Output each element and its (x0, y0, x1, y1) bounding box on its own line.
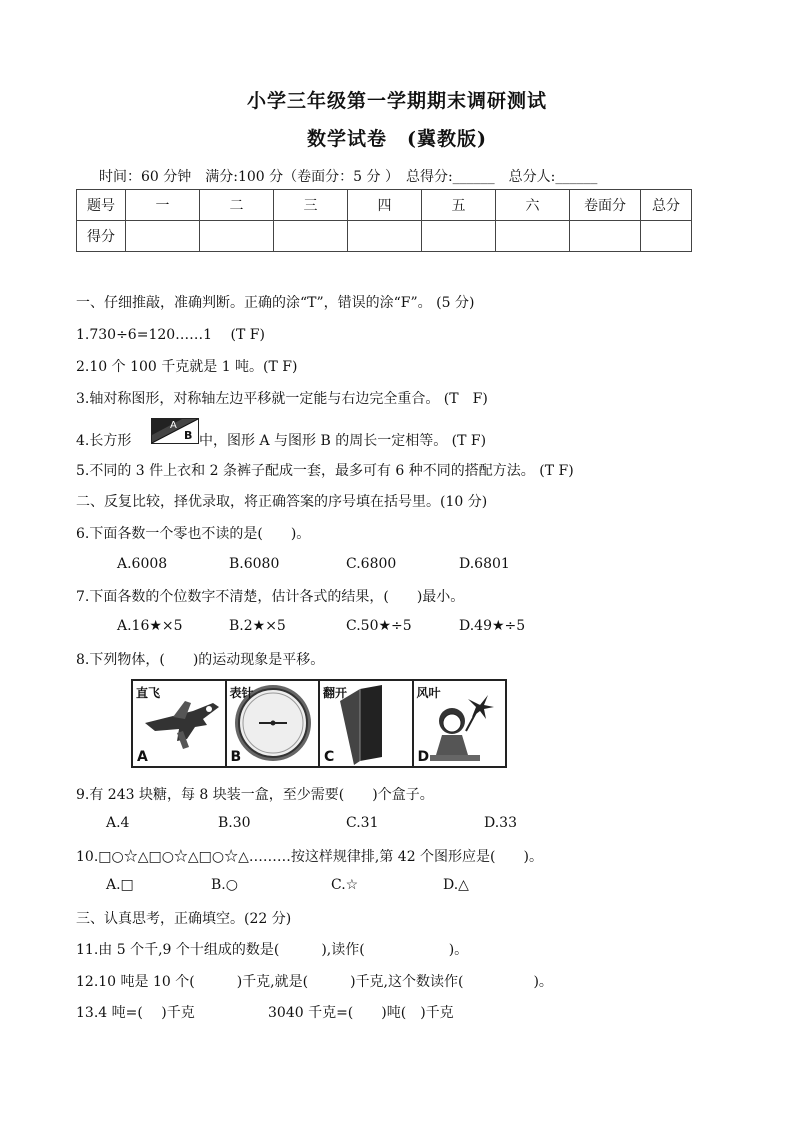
q9-option-c: C.31 (346, 815, 379, 831)
score-cell[interactable] (641, 221, 692, 252)
question-4-prefix: 4.长方形 (76, 433, 132, 449)
score-header-cell: 三 (274, 190, 348, 221)
q6-option-c: C.6800 (346, 556, 397, 572)
q10-option-d: D.△ (443, 877, 469, 893)
q7-option-c: C.50★÷5 (346, 618, 412, 634)
q7-option-d: D.49★÷5 (459, 618, 526, 634)
score-header-cell: 四 (348, 190, 422, 221)
question-4-rest: 中，图形 A 与图形 B 的周长一定相等。 (T F) (199, 433, 487, 449)
score-header-cell: 六 (496, 190, 570, 221)
score-cell[interactable] (348, 221, 422, 252)
q10-option-b: B.○ (211, 877, 238, 893)
question-12: 12.10 吨是 10 个( )千克,就是( )千克,这个数读作( )。 (76, 974, 553, 990)
score-cell[interactable] (496, 221, 570, 252)
q9-option-d: D.33 (484, 815, 517, 831)
question-3: 3.轴对称图形，对称轴左边平移就一定能与右边完全重合。 (T F) (76, 391, 488, 407)
question-9: 9.有 243 块糖，每 8 块装一盒，至少需要( )个盒子。 (76, 787, 434, 803)
q9-option-a: A.4 (106, 815, 130, 831)
rectangle-figure (151, 418, 199, 444)
section2-heading: 二、反复比较，择优录取，将正确答案的序号填在括号里。(10 分) (76, 494, 488, 510)
score-header-cell: 卷面分 (570, 190, 641, 221)
q6-option-b: B.6080 (229, 556, 280, 572)
exam-meta: 时间：60 分钟 满分:100 分（卷面分：5 分 ） 总得分:______ 总分人:______ (99, 169, 598, 185)
question-13-part-b: 3040 千克=( )吨( )千克 (268, 1005, 454, 1021)
score-header-cell: 题号 (77, 190, 126, 221)
q8-picture-strip (131, 679, 507, 768)
score-table-score-row (77, 221, 692, 252)
q9-option-b: B.30 (218, 815, 251, 831)
question-8: 8.下列物体，( )的运动现象是平移。 (76, 652, 325, 668)
question-5: 5.不同的 3 件上衣和 2 条裤子配成一套，最多可有 6 种不同的搭配方法。 (T F) (76, 463, 574, 479)
question-6: 6.下面各数一个零也不读的是( )。 (76, 526, 311, 542)
score-cell[interactable] (274, 221, 348, 252)
score-table (76, 189, 692, 252)
question-1: 1.730÷6=120……1 (T F) (76, 327, 265, 343)
q8-picture-b (227, 681, 321, 766)
score-cell[interactable] (126, 221, 200, 252)
q8-picture-b-label: 表针 (229, 686, 254, 700)
score-header-cell: 二 (200, 190, 274, 221)
q7-option-b: B.2★×5 (229, 618, 286, 634)
q8-picture-a-letter: A (137, 749, 148, 765)
score-header-cell: 一 (126, 190, 200, 221)
exam-title: 小学三年级第一学期期末调研测试 (246, 90, 547, 112)
question-10: 10.□○☆△□○☆△□○☆△………按这样规律排,第 42 个图形应是( )。 (76, 849, 543, 865)
q8-picture-c-label: 翻开 (323, 686, 348, 700)
score-row-label: 得分 (77, 221, 126, 252)
q8-picture-d-letter: D (417, 749, 430, 765)
q8-picture-b-letter: B (230, 749, 242, 765)
score-cell[interactable] (200, 221, 274, 252)
section3-heading: 三、认真思考，正确填空。(22 分) (76, 911, 292, 927)
question-11: 11.由 5 个千,9 个十组成的数是( ),读作( )。 (76, 942, 469, 958)
figure-label-b: B (184, 429, 193, 442)
score-cell[interactable] (570, 221, 641, 252)
score-cell[interactable] (422, 221, 496, 252)
q8-picture-a (133, 681, 227, 766)
score-header-cell: 五 (422, 190, 496, 221)
question-7: 7.下面各数的个位数字不清楚，估计各式的结果，( )最小。 (76, 589, 465, 605)
score-table-header-row (77, 190, 692, 221)
figure-label-a: A (170, 420, 177, 431)
q8-picture-c (320, 681, 414, 766)
q8-picture-a-label: 直飞 (136, 686, 161, 700)
q8-picture-d-label: 风叶 (416, 686, 441, 700)
q7-option-a: A.16★×5 (117, 618, 183, 634)
q10-option-a: A.□ (106, 877, 134, 893)
q10-option-c: C.☆ (331, 877, 359, 893)
score-header-cell: 总分 (641, 190, 692, 221)
exam-subtitle: 数学试卷 (冀教版) (307, 128, 487, 150)
q8-picture-c-letter: C (324, 749, 335, 765)
question-13-part-a: 13.4 吨=( )千克 (76, 1005, 195, 1021)
q6-option-d: D.6801 (459, 556, 510, 572)
section1-heading: 一、仔细推敲，准确判断。正确的涂“T”，错误的涂“F”。 (5 分) (76, 295, 475, 311)
q8-picture-d (414, 681, 506, 766)
question-2: 2.10 个 100 千克就是 1 吨。(T F) (76, 359, 298, 375)
q6-option-a: A.6008 (117, 556, 168, 572)
